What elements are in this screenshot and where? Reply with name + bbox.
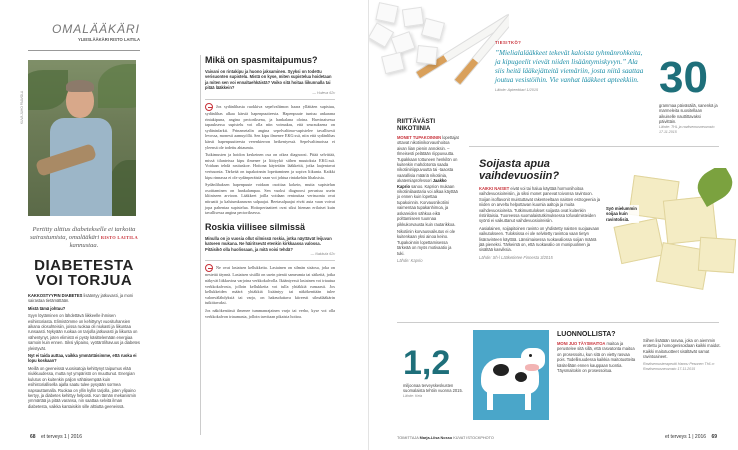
nicotine-source: Lähde: Kaprio	[397, 257, 423, 263]
nicotine-p3: Nikotiinin korvausvaikutus ei ole kuitenkaan yksi ainoa keino. Tupakoinnin lopettamisessa tärkeää on myös motivaatio ja tuki.	[397, 228, 456, 256]
arrow-icon	[205, 264, 213, 272]
caption-name: RISTO LAITILA	[100, 235, 139, 240]
did-you-know-tag: TIESITKÖ?	[495, 40, 522, 45]
qa-answer-1-p3: Sydänlihaksen hapenpuute voidaan osoittaa kokein, mutta supistelun osoittaminen on hankalampaa. Sen vuoksi diagnoosi perustuu usein kliiniseen arvioon. Lääkkeet joilla voidaan rentouttaa verisuonia ovat nitraatit ja kalsiumkanavan salpaajat. Beetasalpaajat eivät auta vaan voivat jopa pahentaa supistelua. Hoitoperiaatteet ovat siksi hieman erilaiset kuin tavallisessa angina pectoriksessa.	[205, 182, 335, 216]
natural-p1: maitoa ja perustelee sitä sillä, että rasvatonta maitoa on prosessoitu, kun sitä on vietty rasvaa pois. Todellisuudessa kaikkia maitotuotteita käsitellään ennen kauppaan tuontia. Täysmaitokin on prosessoitua.	[557, 341, 636, 374]
qa-question-2: Minulla on jo vuosia ollut silmissä roskia, jotka näyttävät leijuvan katseen mukana. Ne häiritsevät etenkin kirkkaassa valossa. Pitäisikö olla huolissaan, ja mitä voisi tehdä?	[205, 235, 332, 252]
nicotine-p2: sanoo. Kaprion mukaan nikotiinilaastaria voi alkaa käyttää jo ennen kuin lopettaa tupakoinnin. Korvausnikotiini vaimentaa tupakanhimoa, ja askareiden sähkoa eikä polttamiseen tuunnaa pikkukorvausta kuin rautarikkoa.	[397, 183, 458, 227]
headline-line-1: DIABETESTA	[34, 257, 134, 274]
nicotine-box	[397, 118, 459, 265]
column-subtitle: YLEISLÄÄKÄRI RISTO LAITILA	[77, 37, 140, 42]
soy-source: Lähde: Sh-l Lääketietee Finnesta 3/2015	[479, 254, 553, 260]
did-you-know-quote: ”Mielialalääkkeet tekevät kaloista tyhmänrohkeita, ja kipugeelit vievät niiden lisääntymiskyvyn.” Ala siis heitä lääkejätteitä viemäriin, josta niitä saattaa joutua vesistöihin. Vie vanhat lääkkeet apteekkiin.	[495, 49, 644, 84]
stat-30-number: 30	[659, 53, 708, 102]
header-rule	[28, 50, 140, 51]
soy-text	[479, 186, 601, 260]
main-headline	[28, 258, 140, 289]
natural-bold: MONI JUO TÄYSMAITOA	[557, 341, 606, 346]
natural-title: LUONNOLLISTA?	[557, 331, 616, 338]
nicotine-name: Jaakko Kaprio	[397, 178, 447, 189]
left-page-number: 68	[30, 434, 36, 440]
question-2: Nyt ei taida auttaa, vaikka ymmärtäisimme, että ruoka ei lopu koskaan?	[28, 353, 137, 364]
column-header	[34, 22, 140, 42]
question-1: Mistä tämä johtuu?	[28, 305, 66, 311]
left-footer-mag: et terveys 1 | 2016	[40, 434, 82, 440]
natural-box	[557, 330, 637, 375]
qa-question-2-sign: — Nakkula 62v	[310, 251, 335, 256]
stat-30-source: Lähde: THL ja ravitsemusneuvosto 17.11.2015	[659, 124, 715, 135]
right-footer	[665, 434, 717, 440]
article-body-left	[28, 293, 140, 411]
nicotine-title: RIITTÄVÄSTI NIKOTIINIA	[397, 118, 436, 132]
footer-editor-name: Marja-Liisa Nosso	[419, 436, 453, 440]
soy-article	[479, 158, 601, 262]
tofu-caption: Syö mielummin soijaa kuin ravintolisiä.	[605, 205, 639, 223]
photo-credit: KUVA JUHO PAAVOLA	[20, 90, 24, 124]
soy-p1: eivät voi tai halua käyttää hormonihoitoa vaihdevuosioireisiin, ja siksi monet panevat toivonsa ravintoon. Soijan isoflavonit muistuttavat rakenteeltaan naisten estrogeenia ja niiden on arveltu helpottavan kuumia aaltoja ja muita vaihdevuosioireita. Tutkimustulokset soijasta ovat kuitenkin ristiriitaisia. Tuoreessa suomalaistutkimuksessa tofuvalmisteiden syönti ei vaikuttanut vaihdevuosioireisiin.	[479, 186, 601, 224]
right-top-rule	[469, 146, 719, 147]
right-page-number: 69	[711, 434, 717, 440]
right-footer-credits	[397, 436, 494, 440]
qa-answer-2-p2: Jos näkökentässä ilmenee tummanrajainen varjo tai verho, kyse voi olla verkkokalvon irtaumasta, jolloin tarvitaan pikaista hoitoa.	[205, 307, 335, 319]
stat-30-box	[659, 53, 719, 135]
answer-2: Meillä on geeneissä vuosisatoja kehittynyt taipumus elää niukkuudessa, mutta nyt ympäristö on muuttunut. Energian kulutus on kuitenkin paljon vähäisempää kuin esihistoriallisella ajalla saatu tulee pysyään sormea napsauttamalla. Ruokaa on yllin kyllin tarjolla, joten ylipaino kertyy, ja diabetes kehittyy helposti. Kun tämän mekanismin ymmärtää ja pitää varansa, nin saattaa selvitä ilman diabetesta, vaikka kantaisikin sille alttiutta geeneissä.	[28, 365, 137, 409]
stat-12-source: Lähde: Kela	[403, 393, 423, 398]
column-title: OMALÄÄKÄRI	[51, 22, 140, 36]
qa-title-1: Mikä on spasmitaipumus?	[205, 55, 318, 65]
stat-12-box	[403, 346, 463, 399]
caption-end: kannustaa.	[69, 242, 99, 249]
lead-bold: KAKKOSTYYPIN DIABETES	[28, 293, 83, 298]
answer-1: Syyn löytäminen on lähdettävä liikkeelle ihmisen esihistoriasta. Elimistömme on kehittynyt vuosituhansien aikana olosuhteisiin, joissa ruokaa oli niukasti ja liikuntaa runsaasti. Nykyään ruokaa on tarjolla jatkuvasti ja liikunta on vähentynyt, joten elimistö ei pysty käsittelemään energiaa samoin kuin ennen. Siksi ylipaino, vyötärölihavuus ja diabetes yleistyvät.	[28, 313, 140, 351]
stat-12-text: miljoonaa terveyskeskusten suomalaista tehtiin vuonna 2015.	[403, 383, 463, 394]
soy-title-line-2: vaihdevuosiin?	[479, 170, 560, 182]
qa-answer-1-p1: Jos sydänlihasta ruokkiva sepelvaltimon haara yllättäen supistuu, sydänlihas alkaa kärsiä hapenpuutteesta. Hapenpuute tuntuu ankarana rintakipuna, angina pectoriksena, ja hankalana oloina. Harvinaisessa tapauksessa supistelu voi olla niin voimakas, että seurauksena on sydäninfarkti. Prinzmetalin angina sepelvaltimo-supistelee tavallisesti levossa, monesti aamuyöllä. Sen kipu ilmenee EKG:ssä, niin että sydänlihas kärsii hapenpuutteesta verenkierron heikentyessä. Sepelvaltimoissa ei yleensä ole todettu ahtaumia.	[205, 104, 335, 150]
qa-answer-1	[205, 103, 335, 216]
doctor-photo	[28, 60, 136, 216]
soy-bold: KAIKKI NAISET	[479, 186, 510, 191]
column-divider	[200, 55, 201, 435]
natural-source: Ravitsemusterapeutti Hannu Pesonen THL:n Ravitsemusneuvosto 17.11.2015	[643, 361, 715, 372]
qa-answer-2-p1: Ne ovat lasiaisen kellukkeita. Lasiainen on silmän sisäosa, joka on nestettä täynnä. Lasiaisen sisällä on usein pieniä sameumia tai säikeitä, jotka näkyvät liikkuvina varjoina verkkokalvolla. Ikääntyessä lasiainen voi irtautua verkkokalvosta, jolloin kellukkeita voi tulla yhtäkkiä runsaasti. Jos kellukkeiden määrä yhtäkkiä lisääntyy tai näkökenttään tulee valonvälähdyksiä tai varjo, on hakeuduttava kiireesti silmälääkärin tutkittavaksi.	[205, 265, 336, 306]
qa-column	[205, 55, 335, 321]
lead-text: lisääntyy jatkuvasti, ja moni sairastaa tietämättään.	[28, 293, 134, 304]
qa-question-1: Vaivani on rintakipu ja huono jaksaminen. Syyksi on todettu verisuonten supistelu. Mistä on kyse, miten supistelua hoidetaan ja miten sen voi ennaltaehkäistä? Voiko sitä hoitaa liikunnalla tai pitää lääkkein?	[205, 69, 332, 91]
right-footer-mag: et terveys 1 | 2016	[665, 434, 707, 440]
did-you-know-box	[495, 40, 647, 92]
nicotine-text	[397, 135, 459, 263]
footer-editor-label: TOIMITTAJA	[397, 436, 419, 440]
did-you-know-source: Lähde: Apteekkari 1/2015	[495, 88, 539, 92]
left-footer	[30, 434, 82, 440]
qa-answer-1-p2: Tutkimusten ja hoidon keskeinen osa on oikea diagnoosi. Pitää selvittää, missä tilanteissa kipu ilmenee ja liittyykö siihen muutoksia EKG:ssä. Voidaan tehdä rasituskoe. Hoitona käytetään lääkkeitä, jotka laajentavat verisuonia. Tärkeää on tupakoinnin lopettaminen ja sopiva liikunta. Kaikki kipu rinnassa ei ole sydänperäistä vaan voi johtua rintakehän lihaksista.	[205, 152, 335, 180]
nicotine-p1: lopettajat ottavat nikotiinikorvaushoitoa aivan liian pienin annoksin. – Ilmeisesti pelätään riippuvuutta. Tupakkaan tottuneen henkilön on kuitenkin mahdotonta saada nikotiiniriippuvuutta tai -taaosta vaarallisia määriä nikotiinia, akatemiaprofessori	[397, 135, 459, 184]
soy-title-line-1: Soijasta apua	[479, 158, 550, 170]
right-page	[369, 0, 738, 450]
right-bottom-rule	[397, 322, 719, 323]
qa-title-2: Roskia viilisee silmissä	[205, 221, 306, 232]
cigarette-illustration	[369, 0, 509, 120]
natural-p2: Siihen lisätään rasvaa, joka on aiemmin erotettu ja homogenisoidaan kaikki maidot. Kaikki maitotuotteet sisältävät samat ravintoaineet.	[643, 338, 721, 360]
footer-photo-credit: KUVAT ISTOCKPHOTO	[453, 436, 494, 440]
natural-text	[557, 341, 637, 373]
nicotine-bold: MONET TUPAKOINNIN	[397, 135, 442, 140]
soy-p2: Aasialainen, soijapitoinen ravinto on yhdistetty naisten suojaavaan vaikutukseen. Tuloksissa ei ole selvitetty ravintoa vaan tietyn lisäravinteen käyttöä. Länsimaisessa ruokavaliossa soijan määrä jää pieneksi. Tärkeintä on, että ruokavalio on monipuolinen ja sisältää kasviksia.	[479, 225, 600, 253]
arrow-icon	[205, 103, 213, 111]
tofu-illustration	[601, 168, 737, 298]
qa-question-1-sign: — Huleva 62v	[312, 90, 335, 95]
headline-line-2: VOI TORJUA	[35, 272, 133, 289]
natural-column-2	[643, 338, 721, 374]
qa-answer-2	[205, 264, 335, 319]
stat-12-number: 1,2	[403, 344, 451, 382]
photo-caption	[28, 226, 140, 250]
caption-quote: Pertitty alttius diabetekselle ei tarkoita sairastumista, omalääkäri	[29, 226, 136, 241]
stat-30-text: grammaa päiväsäilä, sanenkä ja marmeleita suositellaan aikuiselle nauttittavaksi päivittäin.	[659, 103, 718, 125]
cow-illustration	[473, 330, 549, 420]
